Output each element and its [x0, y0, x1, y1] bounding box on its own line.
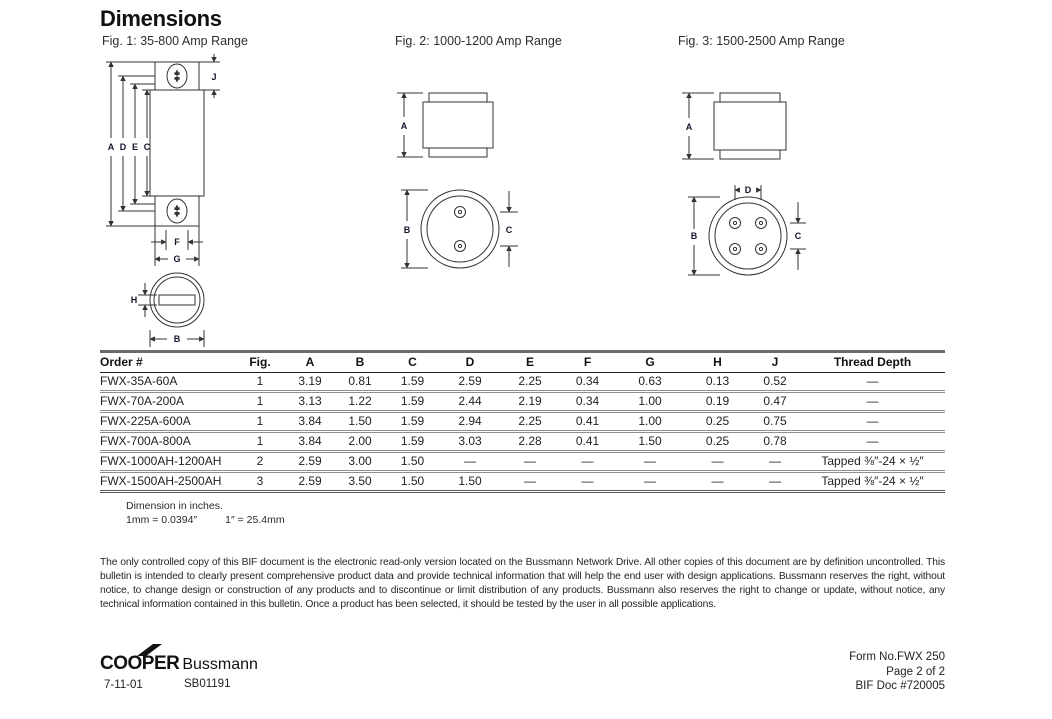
dimension-value: 2.59: [285, 452, 335, 472]
table-row: [100, 452, 945, 472]
dimension-value: Tapped ⅜″-24 × ½″: [800, 452, 945, 472]
column-header: Fig.: [235, 352, 285, 373]
dimension-value: —: [800, 373, 945, 392]
dimension-value: 3.13: [285, 392, 335, 412]
note-units: Dimension in inches.: [126, 500, 223, 512]
column-header: E: [500, 352, 560, 373]
dimension-value: Tapped ⅜″-24 × ½″: [800, 472, 945, 492]
dimension-value: 0.63: [615, 373, 685, 392]
dimension-value: 1.50: [385, 472, 440, 492]
dimension-value: 0.19: [685, 392, 750, 412]
dimension-value: 1: [235, 373, 285, 392]
terminal-hole-icon: [756, 218, 767, 229]
dimension-value: 0.47: [750, 392, 800, 412]
dimension-value: 0.34: [560, 373, 615, 392]
page-number: Page 2 of 2: [886, 665, 945, 678]
terminal-hole-icon: [756, 244, 767, 255]
column-header: D: [440, 352, 500, 373]
footer-right-block: [849, 650, 945, 694]
dimension-value: 1.50: [615, 432, 685, 452]
dim-label-d: D: [119, 142, 127, 152]
dimension-value: —: [560, 472, 615, 492]
dimension-value: —: [500, 452, 560, 472]
dimension-value: —: [500, 472, 560, 492]
column-header: F: [560, 352, 615, 373]
bif-doc-number: BIF Doc #720005: [855, 680, 945, 692]
fig1-drawing: [100, 54, 230, 350]
fuse-top-cap: [429, 93, 487, 102]
dimension-value: 2.25: [500, 412, 560, 432]
dim-label-c: C: [794, 231, 802, 241]
table-header-row: [100, 352, 945, 373]
dimension-value: 1: [235, 392, 285, 412]
fuse-body: [714, 102, 786, 150]
dim-label-a: A: [107, 142, 115, 152]
dimension-value: 0.34: [560, 392, 615, 412]
terminal-hole-icon: [730, 244, 741, 255]
end-view-outer-circle: [421, 190, 499, 268]
brand-cooper: COOPER: [100, 653, 180, 674]
dim-label-d: D: [744, 185, 752, 195]
dimension-value: 1.50: [335, 412, 385, 432]
dimension-value: 1.59: [385, 432, 440, 452]
note-conversion: 1mm = 0.0394″ 1″ = 25.4mm: [126, 513, 285, 526]
dimension-value: 0.41: [560, 432, 615, 452]
dimension-value: 2.94: [440, 412, 500, 432]
dim-label-b: B: [690, 231, 698, 241]
table-notes: [126, 500, 285, 527]
dimensions-table-wrap: [100, 350, 945, 493]
dim-label-f: F: [174, 237, 180, 247]
dimension-value: 1.00: [615, 412, 685, 432]
fig3-drawing: [676, 86, 866, 282]
column-header: A: [285, 352, 335, 373]
end-view-outer-circle: [150, 273, 204, 327]
dimension-value: 2.19: [500, 392, 560, 412]
dimension-value: 2.59: [285, 472, 335, 492]
dim-label-a: A: [400, 121, 408, 131]
terminal-hole-icon: [730, 218, 741, 229]
footer-doc-code: SB01191: [184, 678, 231, 690]
order-number: FWX-225A-600A: [100, 412, 235, 432]
dimension-value: 0.78: [750, 432, 800, 452]
dimension-value: 0.52: [750, 373, 800, 392]
table-row: [100, 392, 945, 412]
dim-label-c: C: [505, 225, 513, 235]
dimension-value: 3.03: [440, 432, 500, 452]
table-row: [100, 472, 945, 492]
dimension-value: 3: [235, 472, 285, 492]
dimension-value: 2.00: [335, 432, 385, 452]
order-number: FWX-1000AH-1200AH: [100, 452, 235, 472]
fuse-body: [423, 102, 493, 148]
fuse-top-cap: [720, 93, 780, 102]
footer-date: 7-11-01: [104, 679, 143, 691]
fuse-bottom-cap: [720, 150, 780, 159]
dimension-value: 2.25: [500, 373, 560, 392]
dim-label-c: C: [143, 142, 151, 152]
fuse-bottom-cap: [429, 148, 487, 157]
dimension-value: —: [685, 472, 750, 492]
column-header: Thread Depth: [800, 352, 945, 373]
table-row: [100, 373, 945, 392]
order-number: FWX-70A-200A: [100, 392, 235, 412]
terminal-hole-icon: [455, 241, 466, 252]
dimension-value: 1.50: [440, 472, 500, 492]
dimension-value: —: [615, 452, 685, 472]
dim-label-e: E: [131, 142, 139, 152]
dimension-value: 3.84: [285, 432, 335, 452]
dimension-value: 1: [235, 432, 285, 452]
dimension-value: —: [800, 412, 945, 432]
dimension-value: 0.75: [750, 412, 800, 432]
table-row: [100, 412, 945, 432]
fig2-drawing: [392, 86, 567, 276]
dimension-value: 0.25: [685, 412, 750, 432]
fuse-body: [150, 90, 204, 196]
form-number: Form No.FWX 250: [849, 651, 945, 663]
dimension-value: 1.59: [385, 373, 440, 392]
dimension-value: 0.25: [685, 432, 750, 452]
column-header: G: [615, 352, 685, 373]
order-number: FWX-700A-800A: [100, 432, 235, 452]
dimension-value: —: [750, 452, 800, 472]
dimension-value: 3.84: [285, 412, 335, 432]
terminal-hole-icon: [455, 207, 466, 218]
dimension-value: 1.50: [385, 452, 440, 472]
dimension-value: 2.28: [500, 432, 560, 452]
dimension-value: —: [615, 472, 685, 492]
dimension-value: 1.59: [385, 392, 440, 412]
column-header: J: [750, 352, 800, 373]
dimension-value: 3.50: [335, 472, 385, 492]
column-header: Order #: [100, 352, 235, 373]
dim-label-h: H: [130, 295, 138, 305]
dim-label-b: B: [403, 225, 411, 235]
dimension-value: —: [560, 452, 615, 472]
dimension-value: 3.00: [335, 452, 385, 472]
dimension-value: 1.22: [335, 392, 385, 412]
dimension-value: 1.59: [385, 412, 440, 432]
dimension-value: —: [750, 472, 800, 492]
dimension-value: 2.44: [440, 392, 500, 412]
dimension-value: 0.81: [335, 373, 385, 392]
dimension-value: 3.19: [285, 373, 335, 392]
dimension-value: —: [440, 452, 500, 472]
dim-label-j: J: [211, 72, 217, 82]
column-header: H: [685, 352, 750, 373]
dimension-value: —: [800, 432, 945, 452]
dimension-value: 1: [235, 412, 285, 432]
dimensions-table: [100, 350, 945, 493]
dimension-value: —: [685, 452, 750, 472]
dimension-value: —: [800, 392, 945, 412]
dimension-value: 1.00: [615, 392, 685, 412]
order-number: FWX-1500AH-2500AH: [100, 472, 235, 492]
dim-label-a: A: [685, 122, 693, 132]
end-view-outer-circle: [709, 197, 787, 275]
blade-slot: [159, 295, 195, 305]
fig1-caption: Fig. 1: 35-800 Amp Range: [102, 34, 248, 48]
table-body: [100, 373, 945, 492]
dimension-value: 0.41: [560, 412, 615, 432]
dimension-value: 2.59: [440, 373, 500, 392]
page-title: Dimensions: [100, 6, 222, 31]
fig2-caption: Fig. 2: 1000-1200 Amp Range: [395, 34, 562, 48]
dim-label-g: G: [173, 254, 181, 264]
brand-bussmann: Bussmann: [182, 656, 258, 673]
column-header: B: [335, 352, 385, 373]
dimension-value: 2: [235, 452, 285, 472]
table-row: [100, 432, 945, 452]
column-header: C: [385, 352, 440, 373]
fig3-caption: Fig. 3: 1500-2500 Amp Range: [678, 34, 845, 48]
legal-disclaimer: The only controlled copy of this BIF document is the electronic read-only version located on the Bussmann Network Drive. All other copies of this document are by definition uncontrolled. This bulletin is intended to clearly present comprehensive product data and provide technical information that will help the end user with design applications. Bussmann reserves the right, without notice, to change design or construction of any products and to discontinue or limit distribution of any products. Bussmann also reserves the right to change or update, without notice, any technical information contained in this bulletin. Once a product has been selected, it should be tested by the user in all possible applications.: [100, 557, 945, 611]
order-number: FWX-35A-60A: [100, 373, 235, 392]
dim-label-b: B: [173, 334, 181, 344]
dimension-value: 0.13: [685, 373, 750, 392]
